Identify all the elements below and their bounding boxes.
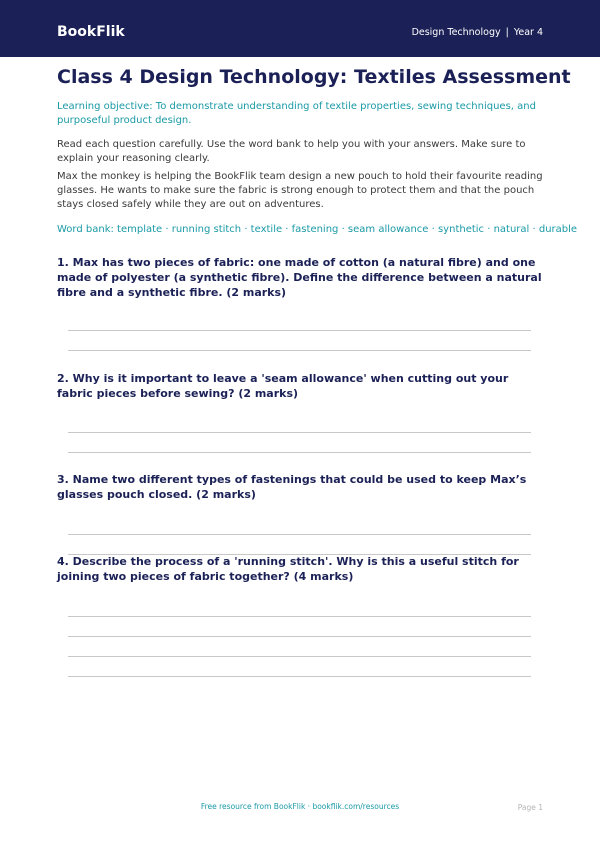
question-3: 3. Name two different types of fastenings that could be used to keep Max’s glasses pouch closed. (2 marks) [57, 473, 527, 501]
answer-line-q4-1[interactable] [68, 616, 531, 617]
answer-line-q1-2[interactable] [68, 350, 531, 351]
question-4: 4. Describe the process of a 'running stitch'. Why is this a useful stitch for joining two pieces of fabric together? (4 marks) [57, 555, 519, 583]
answer-line-q4-2[interactable] [68, 636, 531, 637]
question-1: 1. Max has two pieces of fabric: one made of cotton (a natural fibre) and one made of polyester (a synthetic fibre). Define the difference between a natural fibre and a synthetic fibre. (2 marks) [57, 256, 542, 299]
answer-line-q2-2[interactable] [68, 452, 531, 453]
page-number: Page 1 [517, 803, 543, 812]
answer-line-q2-1[interactable] [68, 432, 531, 433]
answer-line-q3-1[interactable] [68, 534, 531, 535]
header-subject [412, 27, 543, 38]
question-2: 2. Why is it important to leave a 'seam allowance' when cutting out your fabric pieces before sewing? (2 marks) [57, 372, 509, 400]
year-label: Year 4 [513, 27, 543, 38]
subject-label: Design Technology [411, 27, 501, 38]
brand-logo: BookFlik [57, 24, 125, 40]
header-bar [0, 0, 600, 57]
answer-line-q4-4[interactable] [68, 676, 531, 677]
answer-line-q1-1[interactable] [68, 330, 531, 331]
word-bank: Word bank: template · running stitch · textile · fastening · seam allowance · synthetic · natural · durable [57, 224, 578, 235]
header-separator: | [505, 27, 509, 38]
page-title: Class 4 Design Technology: Textiles Assessment [57, 66, 571, 88]
instructions-text: Read each question carefully. Use the word bank to help you with your answers. Make sure to explain your reasoning clearly. [57, 139, 526, 164]
answer-line-q4-3[interactable] [68, 656, 531, 657]
learning-objective: Learning objective: To demonstrate understanding of textile properties, sewing techniques, and purposeful product design. [57, 101, 536, 126]
footer-resource: Free resource from BookFlik · bookflik.com/resources [200, 802, 400, 811]
scenario-text: Max the monkey is helping the BookFlik team design a new pouch to hold their favourite reading glasses. He wants to make sure the fabric is strong enough to protect them and that the pouch stays closed safely while they are out on adventures. [57, 171, 543, 210]
